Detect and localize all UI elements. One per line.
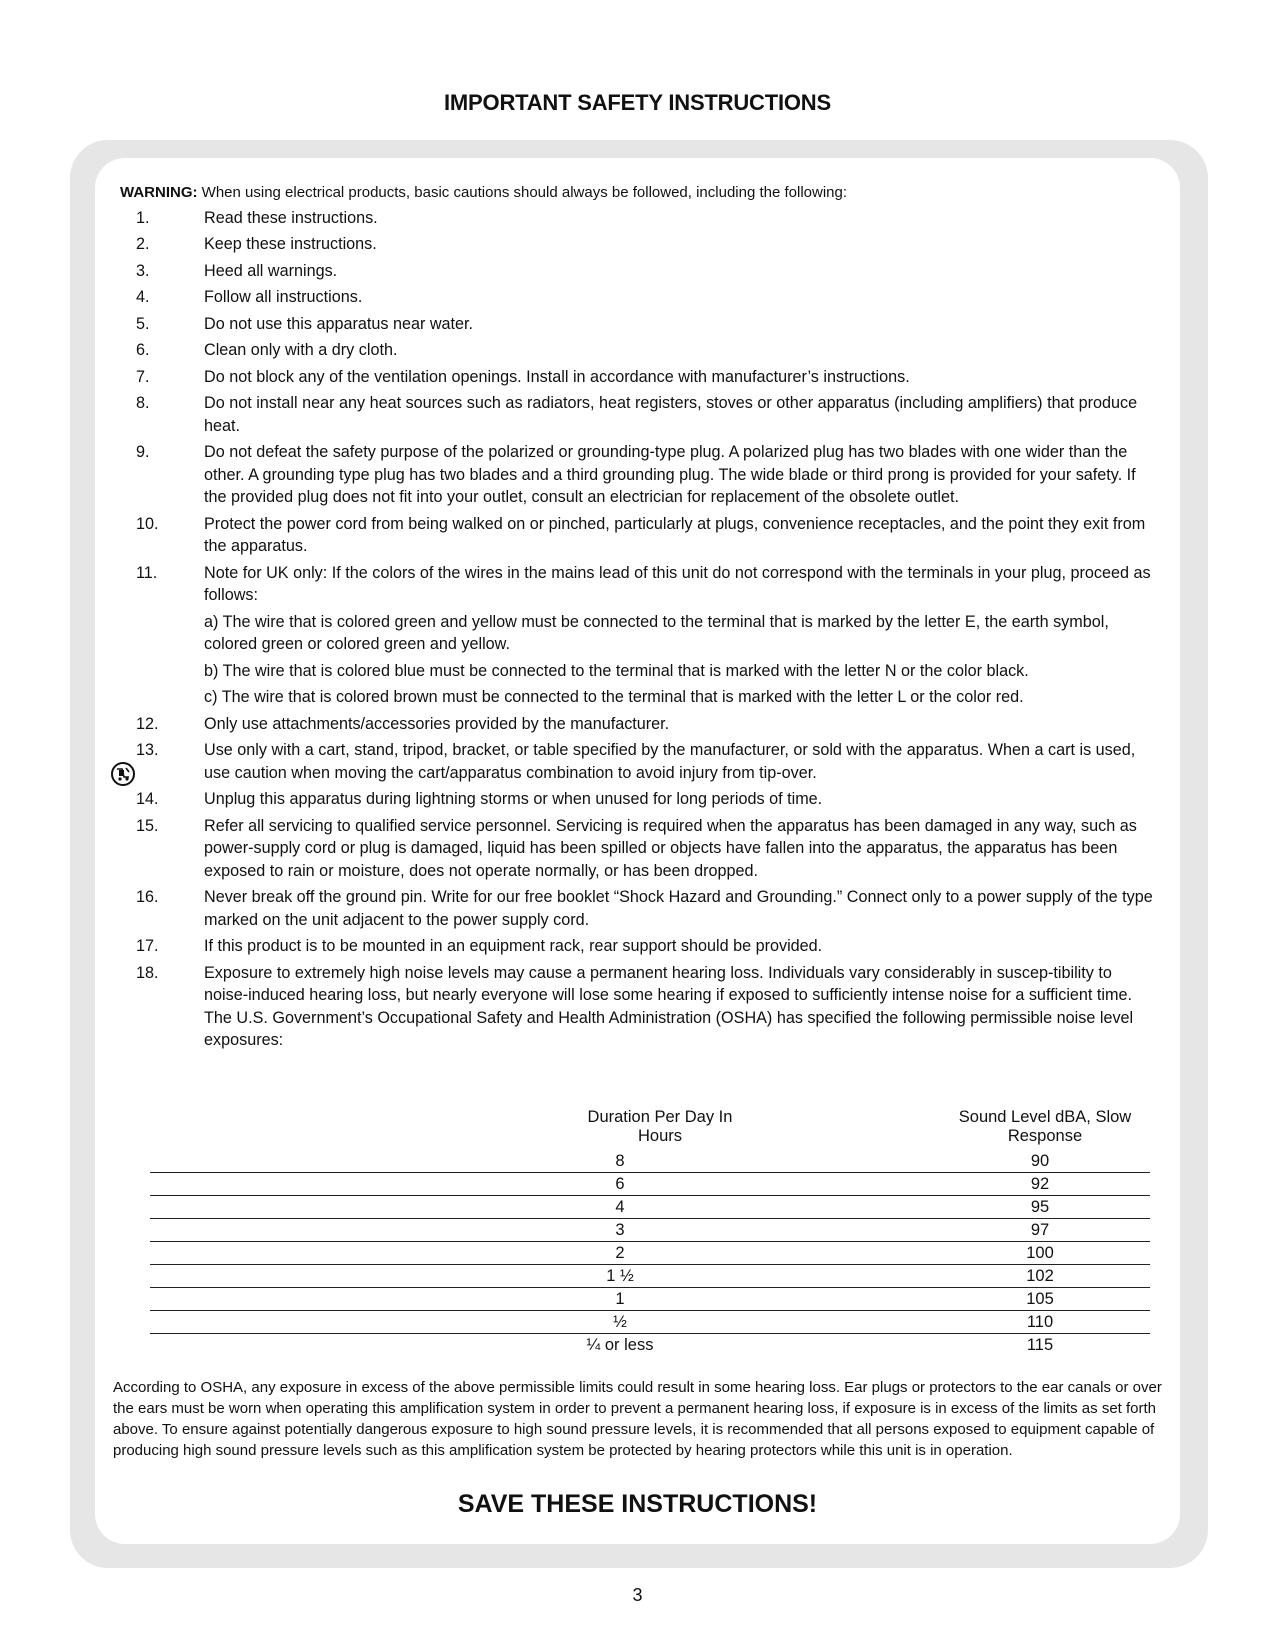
- item-text: Clean only with a dry cloth.: [204, 341, 398, 359]
- item-number: 5.: [136, 314, 150, 333]
- list-item: [120, 286, 1160, 309]
- list-item: [120, 788, 1160, 811]
- duration-header: Duration Per Day In Hours: [587, 1108, 733, 1145]
- sound-level-cell: 90: [790, 1150, 1150, 1173]
- item-number: 18.: [136, 963, 159, 982]
- item-number: 2.: [136, 235, 150, 253]
- table-row: [150, 1311, 1150, 1334]
- item-number: 11.: [136, 563, 158, 582]
- item-text: Refer all servicing to qualified service personnel. Servicing is required when the apparatus has been damaged in any way, such as power-supply cord or plug is damaged, liquid has been spilled or objects have fallen into the apparatus, the apparatus has been exposed to rain or moisture, does not operate normally, or has been dropped.: [204, 816, 1137, 880]
- item-number: 8.: [136, 394, 150, 412]
- duration-cell: 6: [150, 1173, 790, 1196]
- duration-cell: 1 ½: [150, 1265, 790, 1288]
- item-number: 9.: [136, 443, 150, 461]
- item-text: If this product is to be mounted in an equipment rack, rear support should be provided.: [204, 937, 823, 955]
- sound-level-cell: 110: [790, 1311, 1150, 1334]
- sound-level-cell: 95: [790, 1196, 1150, 1219]
- item-number: 1.: [136, 208, 150, 227]
- item-text: Only use attachments/accessories provided by the manufacturer.: [204, 714, 670, 733]
- item-number: 14.: [136, 790, 159, 808]
- list-item: [120, 713, 1160, 736]
- warning-line: [120, 182, 1160, 205]
- item-text: Do not use this apparatus near water.: [204, 314, 474, 333]
- list-item: [120, 339, 1160, 362]
- sound-level-cell: 97: [790, 1219, 1150, 1242]
- osha-note: According to OSHA, any exposure in excess of the above permissible limits could result in some hearing loss. Ear plugs or protectors to the ear canals or over the ears must be worn when operating this amplification system in order to prevent a permanent hearing loss, if exposure is in excess of the limits as set forth above. To ensure against potentially dangerous exposure to high sound pressure levels, it is recommended that all persons exposed to equipment capable of producing high sound pressure levels such as this amplification system be protected by hearing protectors while this unit is in operation.: [113, 1379, 1162, 1459]
- save-instructions-title: SAVE THESE INSTRUCTIONS!: [457, 1490, 818, 1518]
- warning-label: WARNING:: [120, 184, 198, 201]
- table-row: [150, 1288, 1150, 1311]
- table-row: [150, 1265, 1150, 1288]
- item-text: Never break off the ground pin. Write for our free booklet “Shock Hazard and Grounding.” Connect only to a power supply of the type marked on the unit adjacent to the power supply cord.: [204, 888, 1153, 929]
- item-text: Note for UK only: If the colors of the wires in the mains lead of this unit do not correspond with the terminals in your plug, proceed as follows:: [204, 563, 1151, 604]
- item-number: 4.: [136, 288, 150, 306]
- list-item: [120, 562, 1160, 709]
- item-text: Keep these instructions.: [204, 235, 377, 253]
- duration-cell: ¼ or less: [586, 1336, 654, 1354]
- item-text: Use only with a cart, stand, tripod, bracket, or table specified by the manufacturer, or sold with the apparatus. When a cart is used, use caution when moving the cart/apparatus combination to avoid injury from tip-over.: [204, 741, 1136, 782]
- sound-level-header: Sound Level dBA, Slow Response: [958, 1108, 1132, 1145]
- duration-cell: 1: [150, 1288, 790, 1311]
- warning-text: When using electrical products, basic cautions should always be followed, including the following:: [201, 184, 848, 201]
- page-number: 3: [632, 1585, 643, 1605]
- sound-level-cell: 105: [790, 1288, 1150, 1311]
- item-text: Do not block any of the ventilation openings. Install in accordance with manufacturer’s instructions.: [204, 367, 910, 386]
- item-text: Do not defeat the safety purpose of the polarized or grounding-type plug. A polarized plug has two blades with one wider than the other. A grounding type plug has two blades and a third grounding plug. The wide blade or third prong is provided for your safety. If the provided plug does not fit into your outlet, consult an electrician for replacement of the obsolete outlet.: [204, 443, 1136, 506]
- list-item: [120, 886, 1160, 931]
- instructions-list: [120, 207, 1160, 1052]
- table-row: [150, 1242, 1150, 1265]
- duration-cell: 2: [150, 1242, 790, 1265]
- table-row: [150, 1334, 1150, 1357]
- list-item: [120, 513, 1160, 558]
- table-row: [150, 1150, 1150, 1173]
- item-number: 10.: [136, 514, 159, 533]
- item-text: Exposure to extremely high noise levels may cause a permanent hearing loss. Individuals vary considerably in suscep-tibility to noise-induced hearing loss, but nearly everyone will lose some hearing if exposed to sufficiently intense noise for a sufficient time. The U.S. Government’s Occupational Safety and Health Administration (OSHA) has specified the following permissible noise level exposures:: [204, 963, 1134, 1049]
- item-text: Unplug this apparatus during lightning storms or when unused for long periods of time.: [204, 790, 823, 808]
- sub-item: b) The wire that is colored blue must be connected to the terminal that is marked with the letter N or the color black.: [204, 661, 1029, 680]
- list-item: [120, 392, 1160, 437]
- page-title: IMPORTANT SAFETY INSTRUCTIONS: [444, 90, 831, 115]
- sub-item: c) The wire that is colored brown must be connected to the terminal that is marked with the letter L or the color red.: [204, 688, 1024, 706]
- list-item: [120, 366, 1160, 389]
- item-number: 6.: [136, 341, 150, 359]
- list-item: [120, 441, 1160, 509]
- sound-level-cell: 115: [1026, 1336, 1054, 1354]
- list-item: [120, 815, 1160, 883]
- sound-level-cell: 102: [790, 1265, 1150, 1288]
- duration-cell: 8: [150, 1150, 790, 1173]
- item-number: 12.: [136, 714, 159, 733]
- item-text: Read these instructions.: [204, 208, 378, 227]
- item-number: 3.: [136, 261, 150, 280]
- item-number: 13.: [136, 741, 159, 759]
- list-item: [120, 739, 1160, 784]
- item-text: Follow all instructions.: [204, 288, 363, 306]
- list-item: [120, 233, 1160, 256]
- noise-exposure-table: [150, 1108, 1150, 1356]
- duration-cell: 4: [150, 1196, 790, 1219]
- list-item: [120, 962, 1160, 1052]
- instructions-content: [120, 182, 1160, 1056]
- sub-item: a) The wire that is colored green and yellow must be connected to the terminal that is marked by the letter E, the earth symbol, colored green or colored green and yellow.: [204, 612, 1109, 653]
- list-item: [120, 207, 1160, 230]
- table-header-row: [150, 1108, 1150, 1150]
- cart-tip-over-icon: [110, 761, 136, 787]
- list-item: [120, 313, 1160, 336]
- table-row: [150, 1219, 1150, 1242]
- duration-cell: ½: [150, 1311, 790, 1334]
- item-number: 16.: [136, 888, 159, 906]
- sound-level-cell: 92: [790, 1173, 1150, 1196]
- duration-cell: 3: [150, 1219, 790, 1242]
- list-item: [120, 260, 1160, 283]
- item-text: Do not install near any heat sources such as radiators, heat registers, stoves or other apparatus (including amplifiers) that produce heat.: [204, 394, 1138, 435]
- item-number: 15.: [136, 816, 159, 835]
- sound-level-cell: 100: [790, 1242, 1150, 1265]
- list-item: [120, 935, 1160, 958]
- item-text: Heed all warnings.: [204, 261, 338, 280]
- table-row: [150, 1173, 1150, 1196]
- item-number: 7.: [136, 367, 150, 386]
- table-row: [150, 1196, 1150, 1219]
- item-text: Protect the power cord from being walked on or pinched, particularly at plugs, convenience receptacles, and the point they exit from the apparatus.: [204, 514, 1146, 555]
- item-number: 17.: [136, 937, 159, 955]
